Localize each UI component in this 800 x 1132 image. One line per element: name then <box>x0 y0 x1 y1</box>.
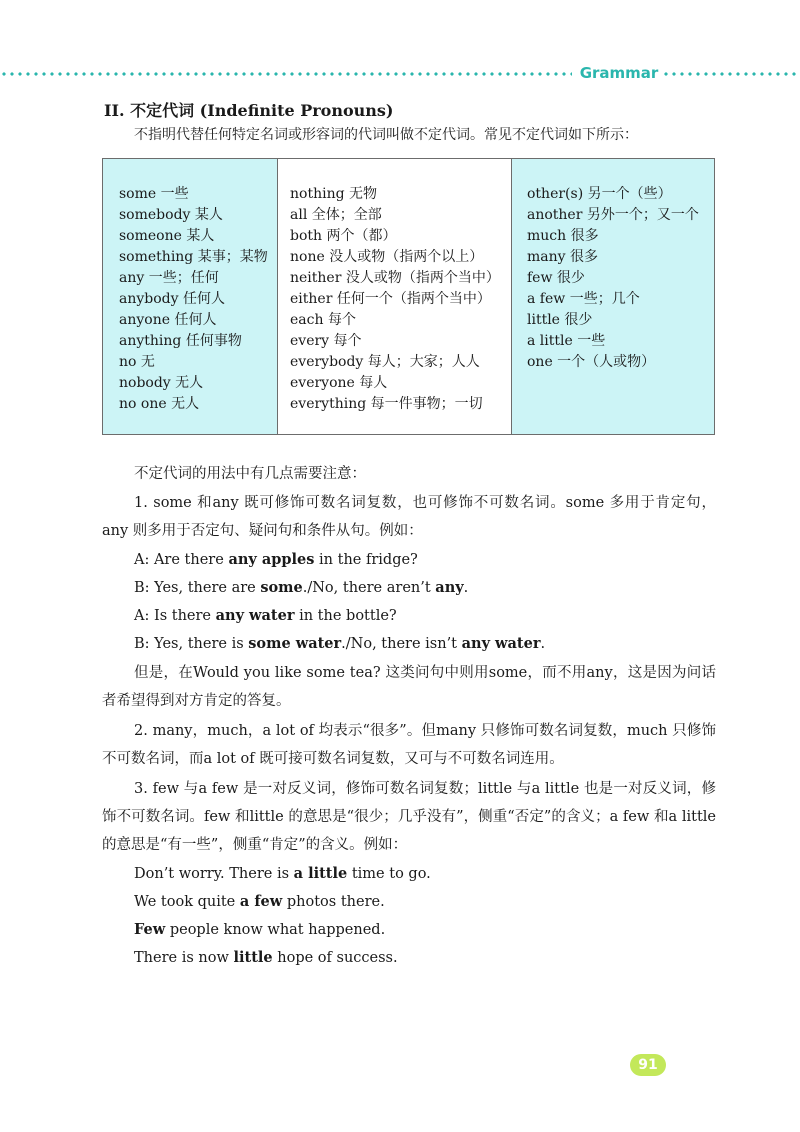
pronoun-entry: both 两个（都） <box>290 228 397 244</box>
example-line: Don’t worry. There is a little time to go. <box>134 865 431 882</box>
note-3: 3. few 与a few 是一对反义词，修饰可数名词复数；little 与a little 也是一对反义词，修饰不可数名词。few 和little 的意思是“很少；几乎没有”，侧重“否定”的含义；a few 和a little 的意思是“有一些”，侧重“肯定”的含义。例如： <box>102 781 716 853</box>
pronoun-entry: anything 任何事物 <box>119 333 242 349</box>
pronoun-entry: everybody 每人；大家；人人 <box>290 354 480 370</box>
section-intro: 不指明代替任何特定名词或形容词的代词叫做不定代词。常见不定代词如下所示： <box>134 127 638 143</box>
pronoun-table <box>102 158 715 435</box>
header-dotted-rule-right <box>662 72 800 76</box>
pronoun-entry: something 某事；某物 <box>119 249 268 265</box>
page-number: 91 <box>630 1054 666 1076</box>
pronoun-entry: each 每个 <box>290 312 356 328</box>
pronoun-entry: neither 没人或物（指两个当中） <box>290 270 500 286</box>
pronoun-entry: none 没人或物（指两个以上） <box>290 249 484 265</box>
pronoun-entry: a little 一些 <box>527 333 606 349</box>
pronoun-entry: few 很少 <box>527 270 585 286</box>
pronoun-entry: everyone 每人 <box>290 375 388 391</box>
example-line: B: Yes, there is some water./No, there isn’t any water. <box>134 635 546 652</box>
pronoun-entry: anybody 任何人 <box>119 291 225 307</box>
pronoun-entry: nothing 无物 <box>290 186 377 202</box>
page-header <box>0 64 800 82</box>
pronoun-entry: one 一个（人或物） <box>527 354 656 370</box>
pronoun-entry: everything 每一件事物；一切 <box>290 396 483 412</box>
example-line: Few people know what happened. <box>134 921 386 938</box>
pronoun-entry: much 很多 <box>527 228 599 244</box>
pronoun-entry: a few 一些；几个 <box>527 291 640 307</box>
pronoun-entry: another 另外一个；又一个 <box>527 207 699 223</box>
note-2: 2. many，much，a lot of 均表示“很多”。但many 只修饰可数名词复数，much 只修饰不可数名词，而a lot of 既可接可数名词复数，又可与不可数名词连用。 <box>102 723 716 767</box>
example-line: B: Yes, there are some./No, there aren’t any. <box>134 579 469 596</box>
example-line: There is now little hope of success. <box>134 949 398 966</box>
pronoun-entry: somebody 某人 <box>119 207 223 223</box>
usage-notes <box>102 461 716 973</box>
pronoun-column-2 <box>278 159 512 434</box>
pronoun-entry: anyone 任何人 <box>119 312 217 328</box>
pronoun-entry: every 每个 <box>290 333 362 349</box>
pronoun-entry: many 很多 <box>527 249 598 265</box>
pronoun-entry: either 任何一个（指两个当中） <box>290 291 491 307</box>
example-line: A: Are there any apples in the fridge? <box>134 551 418 568</box>
pronoun-column-1 <box>103 159 278 434</box>
pronoun-entry: little 很少 <box>527 312 593 328</box>
note-1-continued: 但是，在Would you like some tea? 这类问句中则用some，而不用any，这是因为问话者希望得到对方肯定的答复。 <box>102 665 716 709</box>
notes-lead: 不定代词的用法中有几点需要注意： <box>134 466 366 482</box>
section-title: II. 不定代词 (Indefinite Pronouns) <box>104 101 394 120</box>
pronoun-entry: nobody 无人 <box>119 375 204 391</box>
pronoun-entry: no one 无人 <box>119 396 200 412</box>
pronoun-entry: some 一些 <box>119 186 189 202</box>
header-dotted-rule-left <box>0 72 572 76</box>
pronoun-column-3 <box>512 159 714 434</box>
example-line: We took quite a few photos there. <box>134 893 385 910</box>
pronoun-entry: no 无 <box>119 354 155 370</box>
note-1: 1. some 和any 既可修饰可数名词复数，也可修饰不可数名词。some 多用于肯定句，any 则多用于否定句、疑问句和条件从句。例如： <box>102 495 716 539</box>
pronoun-entry: other(s) 另一个（些） <box>527 186 672 202</box>
example-line: A: Is there any water in the bottle? <box>134 607 397 624</box>
header-title: Grammar <box>579 64 659 82</box>
pronoun-entry: someone 某人 <box>119 228 215 244</box>
pronoun-entry: any 一些；任何 <box>119 270 219 286</box>
pronoun-entry: all 全体；全部 <box>290 207 382 223</box>
